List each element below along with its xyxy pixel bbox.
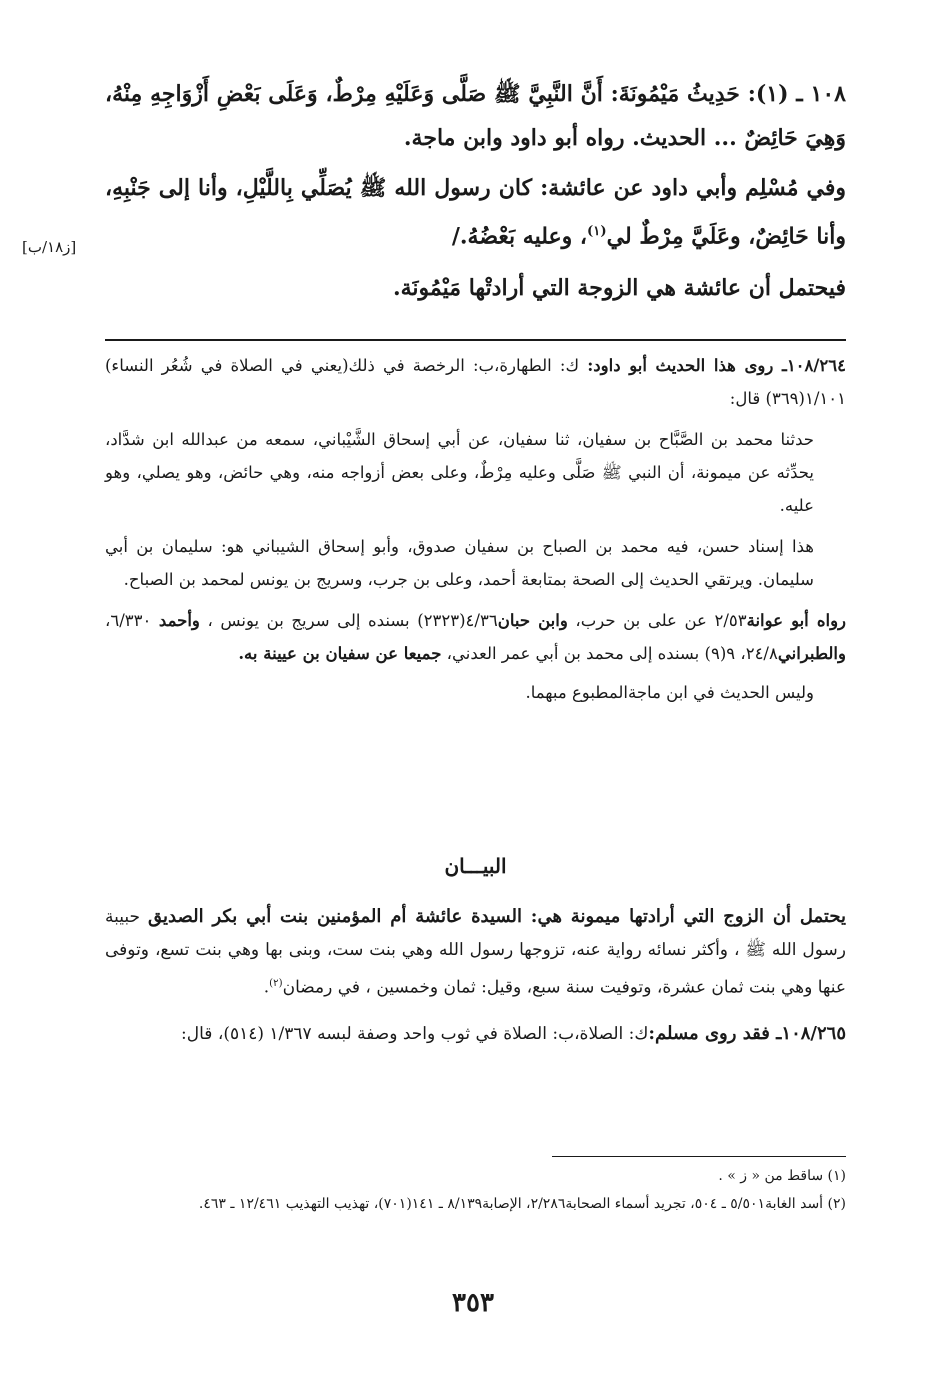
main-paragraph-3: فيحتمل أن عائشة هي الزوجة التي أرادتْها مَيْمُونَة. bbox=[392, 275, 846, 302]
section-heading: البيـــان bbox=[444, 854, 507, 878]
main-paragraph-2-text: وفي مُسْلِم وأبي داود عن عائشة: كان رسول الله ﷺ يُصَلِّي بِاللَّيْلِ، وأنا إلى جَنْبِهِ، وأنا حَائِضٌ، وعَلَيَّ مِرْطٌ لي bbox=[105, 175, 846, 250]
bayan-2-rest: ك: الصلاة،ب: الصلاة في ثوب واحد وصفة لبسه ١/٣٦٧ (٥١٤)، قال: bbox=[181, 1023, 649, 1044]
footnote-separator bbox=[552, 1156, 846, 1157]
note-paragraph-4 bbox=[105, 604, 846, 670]
bayan-1-end: . bbox=[263, 977, 270, 998]
bayan-1-lead: يحتمل أن الزوج التي أرادتها ميمونة هي: السيدة عائشة أم المؤمنين بنت أبي بكر الصديق bbox=[148, 906, 846, 927]
page-number: ٣٥٣ bbox=[452, 1288, 494, 1318]
note-4-ibn-hibban: وابن حبان bbox=[497, 611, 568, 630]
footnotes bbox=[105, 1162, 846, 1218]
commentary bbox=[105, 349, 846, 709]
note-4-ahmad: وأحمد bbox=[158, 611, 200, 630]
bayan-1-rest: حبيبة رسول الله ﷺ ، وأكثر نسائه رواية عنه، تزوجها رسول الله وهي بنت ست، وبنى بها وهي بنت تسع، وتوفى عنها وهي بنت ثمان عشرة، وتوفيت سنة سبع، وقيل: ثمان وخمسين ، في رمضان bbox=[105, 907, 846, 998]
bayan-paragraph-2 bbox=[105, 1017, 846, 1051]
bayan-section bbox=[105, 900, 846, 1051]
note-1-lead: ١٠٨/٢٦٤ـ روى هذا الحديث أبو داود: bbox=[587, 356, 847, 375]
bayan-paragraph-1 bbox=[105, 900, 846, 1005]
note-4-text-d: ٤/٣٦(٢٣٢٣) بسنده إلى سريج بن يونس ، bbox=[199, 611, 498, 630]
bayan-2-lead: ١٠٨/٢٦٥ـ فقد روى مسلم: bbox=[648, 1022, 846, 1044]
note-4-abu-awana: رواه أبو عوانة bbox=[746, 611, 847, 630]
note-4-text-b: ٢/٥٣ عن على بن حرب، bbox=[567, 611, 747, 630]
footnote-2: (٢) أسد الغابة٥/٥٠١ ـ ٥٠٤، تجريد أسماء الصحابة٢/٢٨٦، الإصابة٨/١٣٩ ـ ١٤١(٧٠١)، تهذيب التهذيب ١٢/٤٦١ ـ ٤٦٣. bbox=[198, 1196, 846, 1212]
main-paragraph-1: ١٠٨ ـ (١): حَدِيثُ مَيْمُونَةَ: أَنَّ النَّبِيَّ ﷺ صَلَّى وَعَلَيْهِ مِرْطٌ، وَعَلَى بَعْضِ أَزْوَاجِهِ مِنْهُ، وَهِيَ حَائِضٌ ... الحديث. رواه أبو داود وابن ماجة. bbox=[105, 81, 846, 151]
note-4-text-h: ٢٤/٨، ٩(٩) بسنده إلى محمد بن أبي عمر العدني، bbox=[441, 644, 778, 663]
note-1-rest: ك: الطهارة،ب: الرخصة في ذلك(يعني في الصلاة في شُعُر النساء) ١/١٠١(٣٦٩) قال: bbox=[105, 356, 846, 408]
note-paragraph-5: وليس الحديث في ابن ماجةالمطبوع مبهما. bbox=[525, 683, 814, 702]
note-4-tabarani: والطبراني bbox=[777, 644, 846, 663]
note-paragraph-2: حدثنا محمد بن الصَّبَّاح بن سفيان، ثنا سفيان، عن أبي إسحاق الشَّيْباني، سمعه من عبدالله ابن شدَّاد، يحدِّثه عن ميمونة، أن النبي ﷺ صَلَّى وعليه مِرْطٌ، وعلى بعض أزواجه منه، وهي حائض، وهو يصلي، وهو عليه. bbox=[105, 430, 815, 515]
note-4-conclusion: جميعا عن سفيان بن عيينة به. bbox=[238, 644, 442, 663]
main-paragraph-2 bbox=[105, 166, 846, 258]
note-paragraph-3: هذا إسناد حسن، فيه محمد بن الصباح بن سفيان صدوق، وأبو إسحاق الشيباني هو: سليمان بن أبي سليمان. ويرتقي الحديث إلى الصحة بمتابعة أحمد، وعلى بن جرب، وسريج بن يونس لمحمد بن الصباح. bbox=[105, 537, 814, 589]
manuscript-margin-note: [ز١٨/ب] bbox=[22, 238, 77, 256]
main-text bbox=[105, 72, 846, 310]
note-4-text-f: ٦/٣٣٠، bbox=[105, 611, 159, 630]
note-paragraph-1 bbox=[105, 349, 846, 415]
footnote-ref-1: (١) bbox=[587, 224, 607, 239]
main-paragraph-2-end: ، وعليه بَعْضُهُ./ bbox=[451, 223, 588, 250]
footnote-ref-2: (٢) bbox=[269, 978, 283, 989]
separator-line bbox=[105, 339, 846, 341]
footnote-1: (١) ساقط من « ز » . bbox=[718, 1168, 846, 1184]
